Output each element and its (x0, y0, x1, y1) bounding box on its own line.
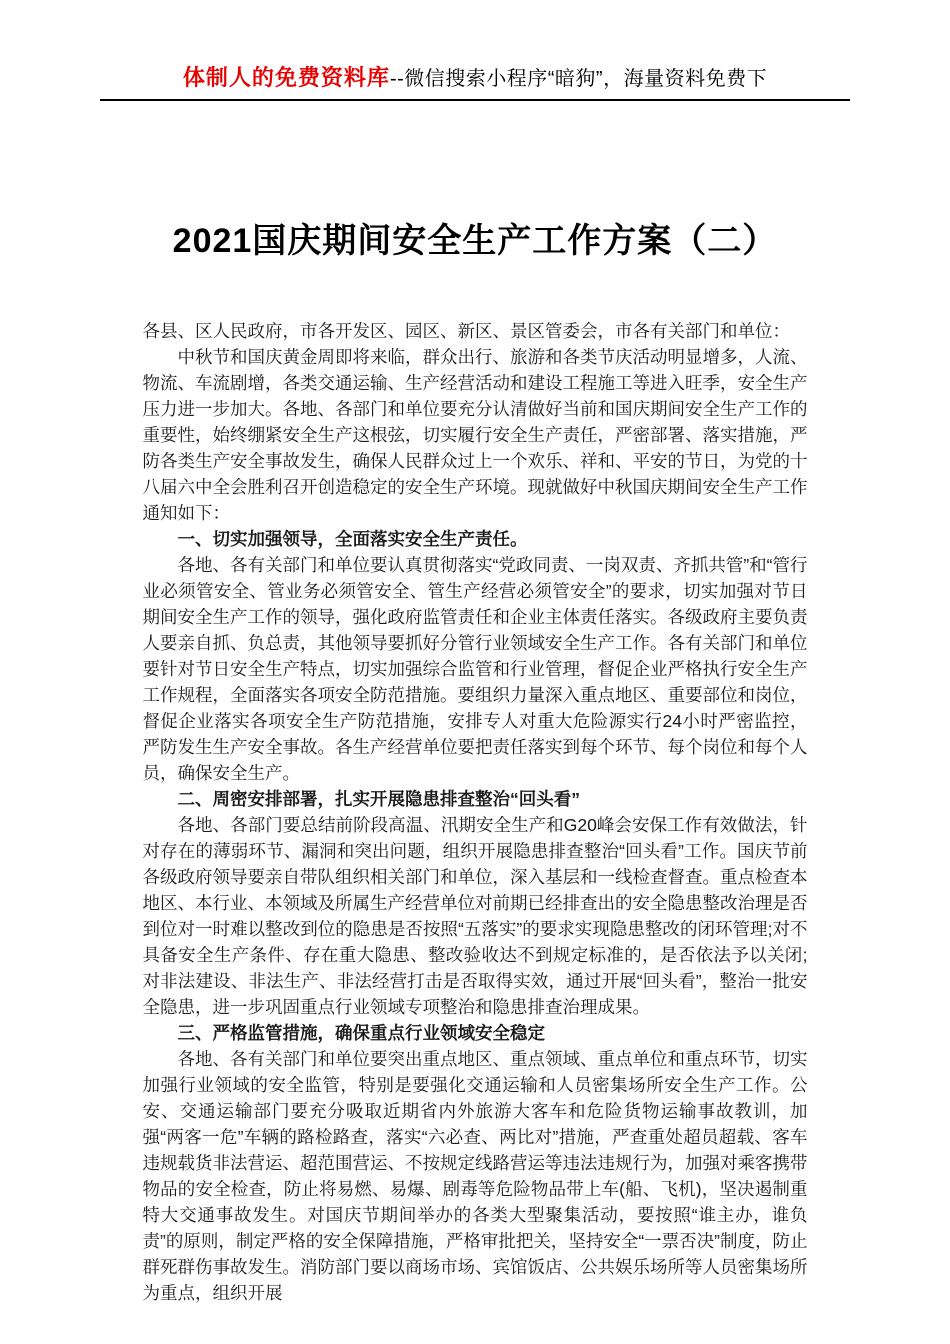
section-1-heading: 一、切实加强领导，全面落实安全生产责任。 (177, 528, 528, 549)
document-title: 2021国庆期间安全生产工作方案（二） (172, 222, 778, 260)
header-tagline: --微信搜索小程序“暗狗”，海量资料免费下 (389, 68, 768, 90)
header-text-line (100, 64, 850, 95)
header-brand: 体制人的免费资料库 (182, 65, 390, 90)
section-2-body: 各地、各部门要总结前阶段高温、汛期安全生产和G20峰会安保工作有效做法，针对存在的薄弱环节、漏洞和突出问题，组织开展隐患排查整治“回头看”工作。国庆节前各级政府领导要亲自带队组织相关部门和单位，深入基层和一线检查督查。重点检查本地区、本行业、本领域及所属生产经营单位对前期已经排查出的安全隐患整改治理是否到位对一时难以整改到位的隐患是否按照“五落实”的要求实现隐患整改的闭环管理;对不具备安全生产条件、存在重大隐患、整改验收达不到规定标准的，是否依法予以关闭;对非法建设、非法生产、非法经营打击是否取得实效，通过开展“回头看”，整治一批安全隐患，进一步巩固重点行业领域专项整治和隐患排查治理成果。 (142, 814, 808, 1017)
header-divider (100, 99, 850, 101)
salutation-line: 各县、区人民政府，市各开发区、园区、新区、景区管委会，市各有关部门和单位： (142, 320, 790, 341)
page-header (100, 0, 850, 101)
section-3-heading: 三、严格监管措施，确保重点行业领域安全稳定 (177, 1022, 545, 1043)
section-1-body: 各地、各有关部门和单位要认真贯彻落实“党政同责、一岗双责、齐抓共管”和“管行业必须管安全、管业务必须管安全、管生产经营必须管安全”的要求，切实加强对节日期间安全生产工作的领导，强化政府监管责任和企业主体责任落实。各级政府主要负责人要亲自抓、负总责，其他领导要抓好分管行业领域安全生产工作。各有关部门和单位要针对节日安全生产特点，切实加强综合监管和行业管理，督促企业严格执行安全生产工作规程，全面落实各项安全防范措施。要组织力量深入重点地区、重要部位和岗位，督促企业落实各项安全生产防范措施，安排专人对重大危险源实行24小时严密监控，严防发生生产安全事故。各生产经营单位要把责任落实到每个环节、每个岗位和每个人员，确保安全生产。 (142, 554, 808, 783)
section-2-heading: 二、周密安排部署，扎实开展隐患排查整治“回头看” (177, 788, 580, 809)
document-content (143, 221, 808, 1306)
intro-paragraph: 中秋节和国庆黄金周即将来临，群众出行、旅游和各类节庆活动明显增多，人流、物流、车流剧增，各类交通运输、生产经营活动和建设工程施工等进入旺季，安全生产压力进一步加大。各地、各部门和单位要充分认清做好当前和国庆期间安全生产工作的重要性，始终绷紧安全生产这根弦，切实履行安全生产责任，严密部署、落实措施，严防各类生产安全事故发生，确保人民群众过上一个欢乐、祥和、平安的节日，为党的十八届六中全会胜利召开创造稳定的安全生产环境。现就做好中秋国庆期间安全生产工作通知如下： (142, 346, 808, 523)
section-3-body: 各地、各有关部门和单位要突出重点地区、重点领域、重点单位和重点环节，切实加强行业领域的安全监管，特别是要强化交通运输和人员密集场所安全生产工作。公安、交通运输部门要充分吸取近期省内外旅游大客车和危险货物运输事故教训，加强“两客一危”车辆的路检路查，落实“六必查、两比对”措施，严查重处超员超载、客车违规载货非法营运、超范围营运、不按规定线路营运等违法违规行为，加强对乘客携带物品的安全检查，防止将易燃、易爆、剧毒等危险物品带上车(船、飞机)，坚决遏制重特大交通事故发生。对国庆节期间举办的各类大型聚集活动，要按照“谁主办，谁负责”的原则，制定严格的安全保障措施，严格审批把关，坚持安全“一票否决”制度，防止群死群伤事故发生。消防部门要以商场市场、宾馆饭店、公共娱乐场所等人员密集场所为重点，组织开展 (142, 1048, 808, 1303)
